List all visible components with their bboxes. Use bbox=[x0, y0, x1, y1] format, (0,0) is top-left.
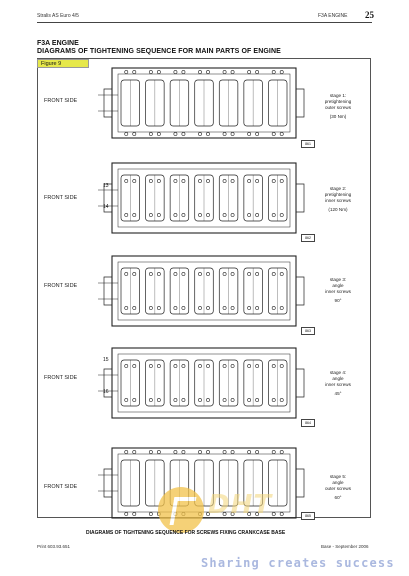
screw bbox=[198, 272, 201, 275]
screw bbox=[223, 398, 226, 401]
screw bbox=[280, 179, 283, 182]
screw bbox=[280, 398, 283, 401]
screw bbox=[182, 213, 185, 216]
stage-5-text: stage 5: angle outer screws 60° bbox=[324, 474, 352, 500]
screw bbox=[157, 364, 160, 367]
screw bbox=[256, 213, 259, 216]
end-bracket bbox=[104, 277, 112, 305]
screw bbox=[256, 70, 259, 73]
screw bbox=[133, 272, 136, 275]
ref-tag-2: 862 bbox=[301, 234, 315, 242]
screw bbox=[174, 132, 177, 135]
screw bbox=[125, 364, 128, 367]
screw bbox=[248, 179, 251, 182]
screw bbox=[174, 450, 177, 453]
screw bbox=[248, 398, 251, 401]
screw bbox=[223, 213, 226, 216]
watermark-brand: DHT bbox=[208, 490, 273, 520]
screw bbox=[133, 450, 136, 453]
screw bbox=[223, 450, 226, 453]
screw bbox=[157, 179, 160, 182]
running-header-center: F3A ENGINE bbox=[318, 13, 348, 19]
screw bbox=[231, 450, 234, 453]
screw bbox=[125, 213, 128, 216]
screw bbox=[248, 272, 251, 275]
screw bbox=[125, 306, 128, 309]
screw bbox=[272, 450, 275, 453]
screw bbox=[157, 450, 160, 453]
screw bbox=[182, 450, 185, 453]
screw bbox=[280, 306, 283, 309]
end-bracket bbox=[104, 469, 112, 497]
screw bbox=[182, 364, 185, 367]
screw bbox=[198, 213, 201, 216]
footer-left: Print 603.93.651 bbox=[37, 544, 71, 549]
screw bbox=[133, 364, 136, 367]
screw bbox=[206, 450, 209, 453]
screw bbox=[198, 306, 201, 309]
screw bbox=[231, 364, 234, 367]
screw bbox=[157, 306, 160, 309]
front-side-label-1: FRONT SIDE bbox=[44, 98, 78, 104]
screw bbox=[182, 306, 185, 309]
screw bbox=[248, 364, 251, 367]
ref-tag-4: 864 bbox=[301, 419, 315, 427]
screw bbox=[149, 306, 152, 309]
screw bbox=[174, 364, 177, 367]
screw bbox=[280, 364, 283, 367]
screw bbox=[149, 179, 152, 182]
stage-3-text: stage 3: angle inner screws 90° bbox=[325, 277, 351, 303]
screw-number-14: 14 bbox=[103, 204, 109, 210]
ref-tag-3: 863 bbox=[301, 327, 315, 335]
crankcase-diagram-stage-1 bbox=[98, 60, 310, 146]
screw bbox=[157, 70, 160, 73]
screw bbox=[280, 450, 283, 453]
screw bbox=[231, 179, 234, 182]
screw bbox=[206, 132, 209, 135]
screw bbox=[182, 272, 185, 275]
screw bbox=[256, 272, 259, 275]
screw bbox=[223, 364, 226, 367]
screw bbox=[248, 132, 251, 135]
screw bbox=[206, 70, 209, 73]
screw bbox=[125, 450, 128, 453]
screw bbox=[248, 450, 251, 453]
screw bbox=[157, 272, 160, 275]
screw-number-16: 16 bbox=[103, 389, 109, 395]
screw bbox=[157, 132, 160, 135]
screw bbox=[125, 132, 128, 135]
crankcase-diagram-stage-3 bbox=[98, 248, 310, 334]
screw bbox=[198, 364, 201, 367]
screw bbox=[149, 398, 152, 401]
screw bbox=[133, 213, 136, 216]
screw bbox=[206, 398, 209, 401]
screw bbox=[256, 364, 259, 367]
end-bracket bbox=[296, 184, 304, 212]
watermark-slogan: Sharing creates success bbox=[201, 556, 395, 570]
screw bbox=[280, 213, 283, 216]
screw bbox=[231, 70, 234, 73]
screw bbox=[231, 306, 234, 309]
screw bbox=[223, 306, 226, 309]
screw bbox=[256, 179, 259, 182]
crankcase-diagram-stage-5 bbox=[98, 440, 310, 526]
screw bbox=[133, 70, 136, 73]
screw bbox=[223, 179, 226, 182]
watermark-logo-icon bbox=[158, 487, 204, 533]
screw bbox=[157, 213, 160, 216]
footer-right: Base - September 2006 bbox=[321, 544, 369, 549]
front-side-label-5: FRONT SIDE bbox=[44, 484, 78, 490]
screw-number-15: 15 bbox=[103, 357, 109, 363]
screw bbox=[125, 512, 128, 515]
screw bbox=[272, 306, 275, 309]
section-subtitle: DIAGRAMS OF TIGHTENING SEQUENCE FOR MAIN PARTS OF ENGINE bbox=[37, 48, 281, 55]
screw bbox=[256, 450, 259, 453]
screw bbox=[149, 512, 152, 515]
ref-tag-1: 861 bbox=[301, 140, 315, 148]
screw-number-13: 13 bbox=[103, 183, 109, 189]
screw bbox=[231, 398, 234, 401]
end-bracket bbox=[104, 89, 112, 117]
screw bbox=[125, 272, 128, 275]
screw bbox=[272, 213, 275, 216]
screw bbox=[248, 306, 251, 309]
screw bbox=[231, 213, 234, 216]
stage-4-text: stage 4: angle inner screws 45° bbox=[325, 370, 351, 396]
screw bbox=[182, 132, 185, 135]
screw bbox=[174, 179, 177, 182]
screw bbox=[125, 398, 128, 401]
crankcase-diagram-stage-4 bbox=[98, 340, 310, 426]
screw bbox=[231, 272, 234, 275]
screw bbox=[174, 306, 177, 309]
screw bbox=[206, 364, 209, 367]
front-side-label-4: FRONT SIDE bbox=[44, 375, 78, 381]
screw bbox=[133, 398, 136, 401]
end-bracket bbox=[296, 89, 304, 117]
screw bbox=[125, 179, 128, 182]
screw bbox=[149, 364, 152, 367]
screw bbox=[248, 213, 251, 216]
end-bracket bbox=[296, 369, 304, 397]
screw bbox=[198, 450, 201, 453]
front-side-label-3: FRONT SIDE bbox=[44, 283, 78, 289]
end-bracket bbox=[296, 277, 304, 305]
stage-1-text: stage 1: pretightening outer screws (30 Nm) bbox=[324, 93, 352, 119]
front-side-label-2: FRONT SIDE bbox=[44, 195, 78, 201]
screw bbox=[280, 272, 283, 275]
screw bbox=[198, 70, 201, 73]
screw bbox=[198, 179, 201, 182]
screw bbox=[133, 306, 136, 309]
screw bbox=[272, 512, 275, 515]
screw bbox=[272, 398, 275, 401]
screw bbox=[272, 132, 275, 135]
screw bbox=[174, 70, 177, 73]
screw bbox=[223, 272, 226, 275]
end-bracket bbox=[296, 469, 304, 497]
screw bbox=[149, 132, 152, 135]
crankcase-diagram-stage-2 bbox=[98, 155, 310, 241]
screw bbox=[272, 70, 275, 73]
screw bbox=[174, 272, 177, 275]
screw bbox=[149, 450, 152, 453]
section-title: F3A ENGINE bbox=[37, 40, 79, 47]
screw bbox=[231, 132, 234, 135]
screw bbox=[182, 398, 185, 401]
page-number: 25 bbox=[365, 10, 374, 20]
screw bbox=[256, 398, 259, 401]
screw bbox=[248, 70, 251, 73]
screw bbox=[223, 132, 226, 135]
screw bbox=[133, 179, 136, 182]
screw bbox=[182, 70, 185, 73]
screw bbox=[149, 272, 152, 275]
screw bbox=[174, 398, 177, 401]
screw bbox=[272, 179, 275, 182]
screw bbox=[272, 364, 275, 367]
screw bbox=[280, 132, 283, 135]
stage-2-text: stage 2: pretightening inner screws (120 Nm) bbox=[324, 186, 352, 212]
screw bbox=[157, 398, 160, 401]
screw bbox=[182, 179, 185, 182]
screw bbox=[198, 398, 201, 401]
screw bbox=[206, 213, 209, 216]
screw bbox=[149, 70, 152, 73]
screw bbox=[280, 70, 283, 73]
screw bbox=[125, 70, 128, 73]
running-header-left: Stralis AS Euro 4/5 bbox=[37, 13, 79, 19]
figure-caption: DIAGRAMS OF TIGHTENING SEQUENCE FOR SCREWS FIXING CRANKCASE BASE bbox=[86, 530, 286, 536]
screw bbox=[206, 306, 209, 309]
screw bbox=[174, 213, 177, 216]
screw bbox=[133, 132, 136, 135]
screw bbox=[133, 512, 136, 515]
screw bbox=[149, 213, 152, 216]
screw bbox=[206, 179, 209, 182]
header-rule bbox=[37, 22, 372, 23]
figure-label: Figure 9 bbox=[37, 59, 89, 68]
screw bbox=[256, 132, 259, 135]
screw bbox=[223, 70, 226, 73]
screw bbox=[280, 512, 283, 515]
screw bbox=[198, 132, 201, 135]
screw bbox=[256, 306, 259, 309]
screw bbox=[206, 272, 209, 275]
ref-tag-5: 865 bbox=[301, 512, 315, 520]
screw bbox=[272, 272, 275, 275]
